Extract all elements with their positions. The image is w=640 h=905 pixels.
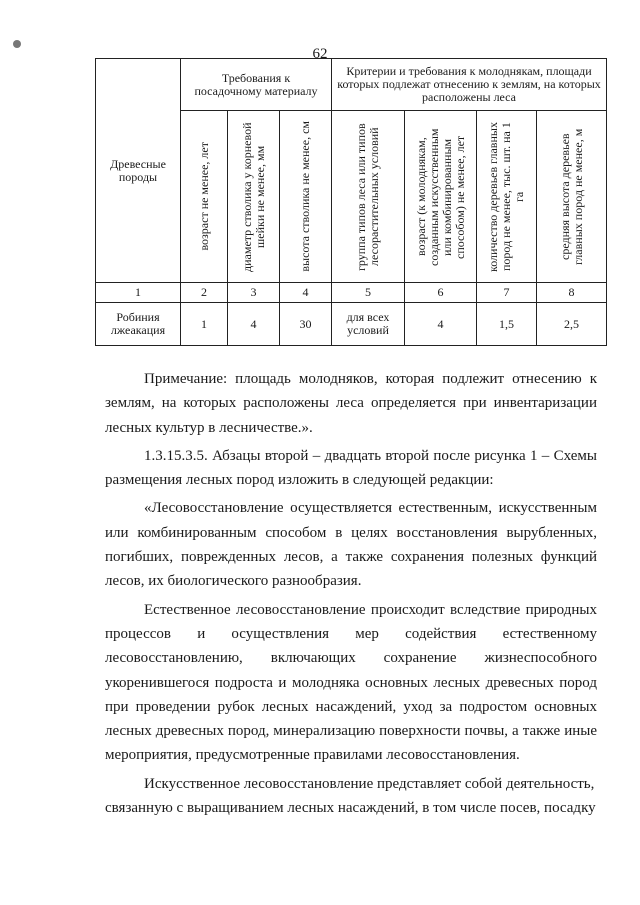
header-group-criteria-label: Критерии и требования к молоднякам, площади которых подлежат отнесению к землям, на которых расположены леса (337, 64, 601, 104)
col-number: 1 (96, 283, 181, 303)
header-group-criteria (332, 59, 607, 111)
subheader-tree-count-label: количество деревьев главных пород не менее, тыс. шт. на 1 га (486, 121, 526, 272)
subheader-forest-type (332, 111, 405, 283)
cell-diameter: 4 (228, 303, 280, 346)
col-number: 3 (228, 283, 280, 303)
cell-forest-type: для всех условий (332, 303, 405, 346)
subheader-avg-height (537, 111, 607, 283)
col-number: 6 (405, 283, 477, 303)
col-number: 4 (280, 283, 332, 303)
header-group-planting-label: Требования к посадочному материалу (194, 70, 318, 98)
col-number: 5 (332, 283, 405, 303)
col-number: 7 (477, 283, 537, 303)
subheader-height (280, 111, 332, 283)
subheader-diameter-label: диаметр стволика у корневой шейки не менее, мм (239, 121, 267, 272)
header-species (96, 59, 181, 283)
subheader-age-label: возраст не менее, лет (196, 142, 211, 251)
natural-reforestation-paragraph: Естественное лесовосстановление происходит вследствие природных процессов и осуществления мер содействия естественному лесовосстановлению, включающих сохранение жизнеспособного укоренившегося подроста и молодняка основных лесных древесных пород при проведении рубок лесных насаждений, уход за подростом основных лесных древесных пород, минерализацию поверхности почвы, а также иные мероприятия, предусмотренные правилами лесовосстановления. (105, 601, 597, 764)
artificial-reforestation-paragraph: Искусственное лесовосстановление представляет собой деятельность, связанную с выращиванием лесных насаждений, в том числе посев, посадку (105, 775, 596, 817)
cell-avg-height: 2,5 (537, 303, 607, 346)
table-row (96, 303, 607, 346)
cell-height: 30 (280, 303, 332, 346)
subheader-tree-count (477, 111, 537, 283)
note-paragraph: Примечание: площадь молодняков, которая подлежит отнесению к землям, на которых расположены леса определяется при инвентаризации лесных культур в лесничестве.». (105, 371, 597, 436)
cell-species: Робиния лжеакация (96, 303, 181, 346)
subheader-age (181, 111, 228, 283)
subheader-avg-height-label: средняя высота деревьев главных пород не менее, м (557, 128, 585, 265)
header-group-planting-material (181, 59, 332, 111)
col-number: 2 (181, 283, 228, 303)
subheader-diameter (228, 111, 280, 283)
header-row-groups (96, 59, 607, 111)
subheader-forest-type-label: группа типов леса или типов лесорастительных условий (354, 122, 381, 271)
subheader-young-age (405, 111, 477, 283)
header-species-label: Древесные породы (110, 156, 166, 184)
cell-tree-count: 1,5 (477, 303, 537, 346)
cell-young-age: 4 (405, 303, 477, 346)
page-number: 62 (312, 46, 328, 62)
cell-age: 1 (181, 303, 228, 346)
amendment-paragraph: 1.3.15.3.5. Абзацы второй – двадцать второй после рисунка 1 – Схемы размещения лесных пород изложить в следующей редакции: (105, 447, 597, 489)
reforestation-definition-paragraph: «Лесовосстановление осуществляется естественным, искусственным или комбинированным способом в целях восстановления вырубленных, погибших, поврежденных лесов, а также сохранения полезных функций лесов, их биологического разнообразия. (105, 500, 597, 590)
body-text (105, 367, 597, 820)
subheader-height-label: высота стволика не менее, см (298, 121, 312, 272)
criteria-table (95, 58, 607, 346)
subheader-young-age-label: возраст (к молоднякам, созданным искусственным или комбинированным способом) не менее, лет (413, 127, 467, 266)
col-number: 8 (537, 283, 607, 303)
column-number-row (96, 283, 607, 303)
